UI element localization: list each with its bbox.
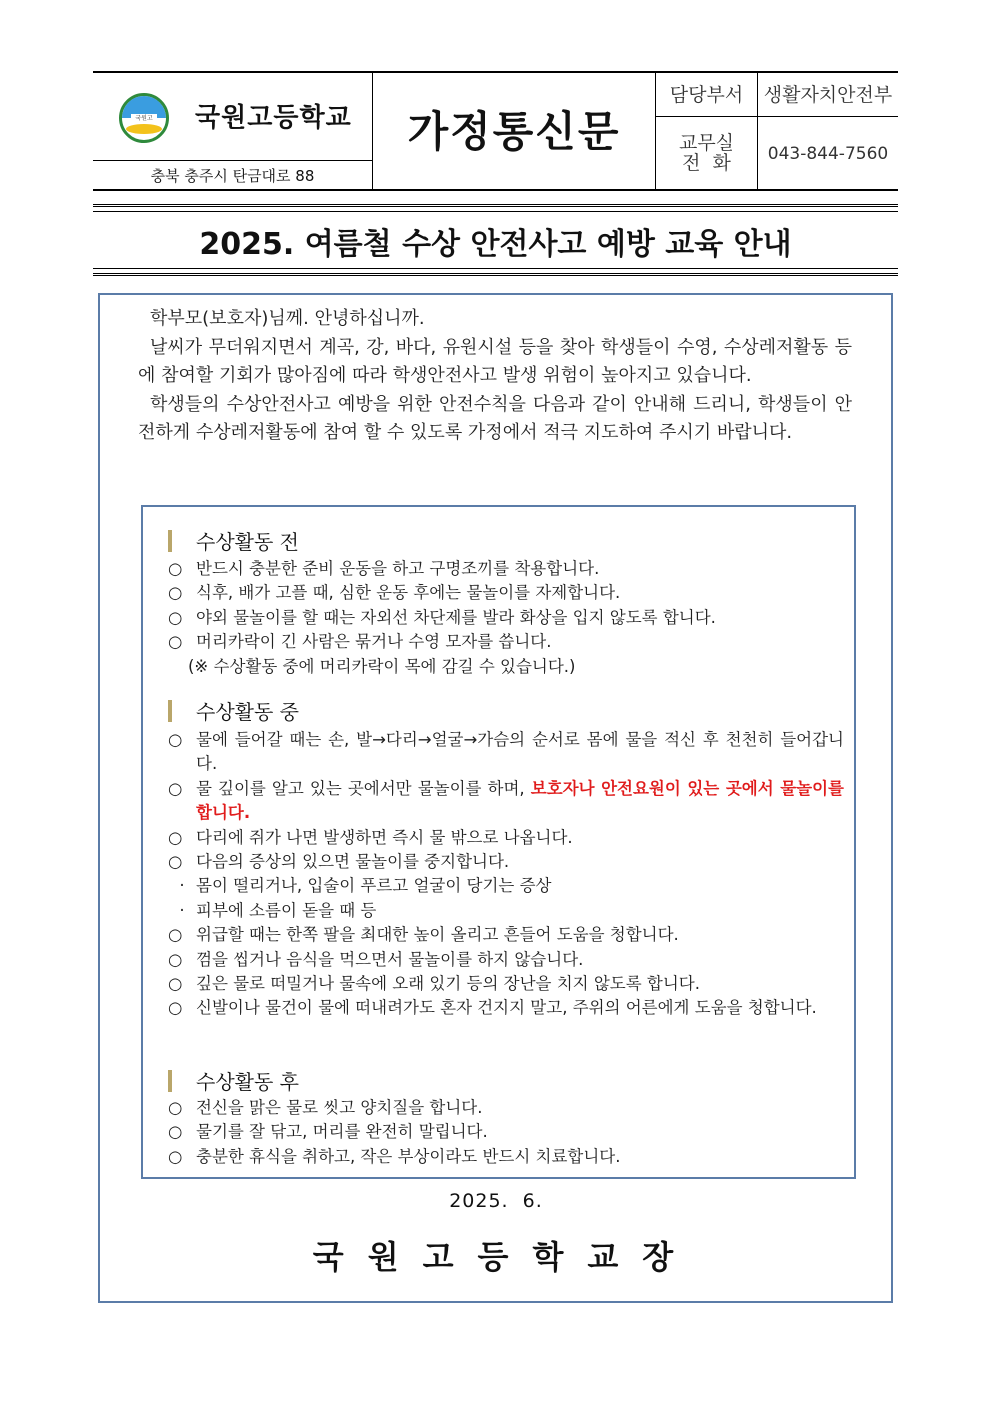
- section-heading-after: 수상활동 후: [168, 1066, 299, 1095]
- list-item: ○ 식후, 배가 고플 때, 심한 운동 후에는 물놀이를 자제합니다.: [168, 583, 621, 603]
- list-item: ○ 물 깊이를 알고 있는 곳에서만 물놀이를 하며, 보호자나 안전요원이 있는 곳에서 물놀이를 합니다.: [168, 778, 844, 823]
- list-item: ○ 물기를 잘 닦고, 머리를 완전히 말립니다.: [168, 1122, 488, 1142]
- section-bar: [168, 1070, 172, 1092]
- dept-label: 담당부서: [656, 73, 758, 117]
- intro-text: [138, 305, 852, 448]
- doc-title: 가정통신문: [373, 73, 656, 191]
- section-bar: [168, 530, 172, 552]
- section-heading-before: 수상활동 전: [168, 526, 299, 555]
- symptom-item: · 피부에 소름이 돋을 때 등: [179, 900, 377, 920]
- list-item: ○ 껌을 씹거나 음식을 먹으면서 물놀이를 하지 않습니다.: [168, 949, 584, 969]
- section-heading-during: 수상활동 중: [168, 696, 299, 725]
- symptom-item: · 몸이 떨리거나, 입술이 푸르고 얼굴이 당기는 증상: [179, 876, 552, 896]
- phone-label: 교무실 전 화: [656, 117, 758, 191]
- list-item: ○ 깊은 물로 떠밀거나 물속에 오래 있기 등의 장난을 치지 않도록 합니다.: [168, 974, 700, 994]
- list-item: ○ 전신을 맑은 물로 씻고 양치질을 합니다.: [168, 1098, 483, 1117]
- list-item: ○ 신발이나 물건이 물에 떠내려가도 혼자 건지지 말고, 주위의 어른에게 도움을 청합니다.: [168, 998, 817, 1018]
- school-address: 충북 충주시 탄금대로 88: [93, 161, 373, 191]
- issue-date: 2025. 6.: [449, 1190, 543, 1212]
- header-table: [93, 71, 898, 191]
- dept-value: 생활자치안전부: [758, 73, 898, 117]
- emphasis-text: 보호자나 안전요원이 있는 곳에서 물놀이를 합니다.: [196, 778, 844, 823]
- list-item: ○ 위급할 때는 한쪽 팔을 최대한 높이 올리고 흔들어 도움을 청합니다.: [168, 925, 679, 945]
- school-cell: [93, 73, 373, 161]
- intro-paragraph-2: 학생들의 수상안전사고 예방을 위한 안전수칙을 다음과 같이 안내해 드리니, 학생들이 안전하게 수상레저활동에 참여 할 수 있도록 가정에서 적극 지도하여 주시기 바랍니다.: [138, 393, 852, 443]
- list-item: ○ 머리카락이 긴 사람은 묶거나 수영 모자를 씁니다.: [168, 632, 552, 652]
- principal-signature: 국원고등학교장: [312, 1238, 698, 1276]
- greeting: 학부모(보호자)님께. 안녕하십니까.: [150, 308, 425, 329]
- before-list: [168, 557, 844, 679]
- after-list: [168, 1096, 844, 1169]
- hair-note: (※ 수상활동 중에 머리카락이 목에 감길 수 있습니다.): [188, 656, 576, 676]
- during-list: [168, 728, 844, 1021]
- school-name: 국원고등학교: [195, 103, 352, 133]
- list-item: ○ 다리에 쥐가 나면 발생하면 즉시 물 밖으로 나옵니다.: [168, 827, 573, 847]
- list-item: ○ 다음의 증상의 있으면 물놀이를 중지합니다.: [168, 852, 510, 872]
- intro-paragraph-1: 날씨가 무더워지면서 계곡, 강, 바다, 유원시설 등을 찾아 학생들이 수영, 수상레저활동 등에 참여할 기회가 많아짐에 따라 학생안전사고 발생 위험이 높아지고 있습니다.: [138, 336, 852, 386]
- list-item: ○ 충분한 휴식을 취하고, 작은 부상이라도 반드시 치료합니다.: [168, 1146, 621, 1166]
- list-item: ○ 반드시 충분한 준비 운동을 하고 구명조끼를 착용합니다.: [168, 559, 600, 578]
- notice-title-band: [93, 204, 898, 276]
- list-item: ○ 야외 물놀이를 할 때는 자외선 차단제를 발라 화상을 입지 않도록 합니다.: [168, 607, 716, 627]
- list-item: ○ 물에 들어갈 때는 손, 발→다리→얼굴→가슴의 순서로 몸에 물을 적신 후 천천히 들어갑니다.: [168, 730, 844, 774]
- phone-value: 043-844-7560: [767, 144, 889, 164]
- school-logo-icon: 국원고: [119, 93, 169, 143]
- section-bar: [168, 700, 172, 722]
- notice-title: 2025. 여름철 수상 안전사고 예방 교육 안내: [199, 227, 792, 262]
